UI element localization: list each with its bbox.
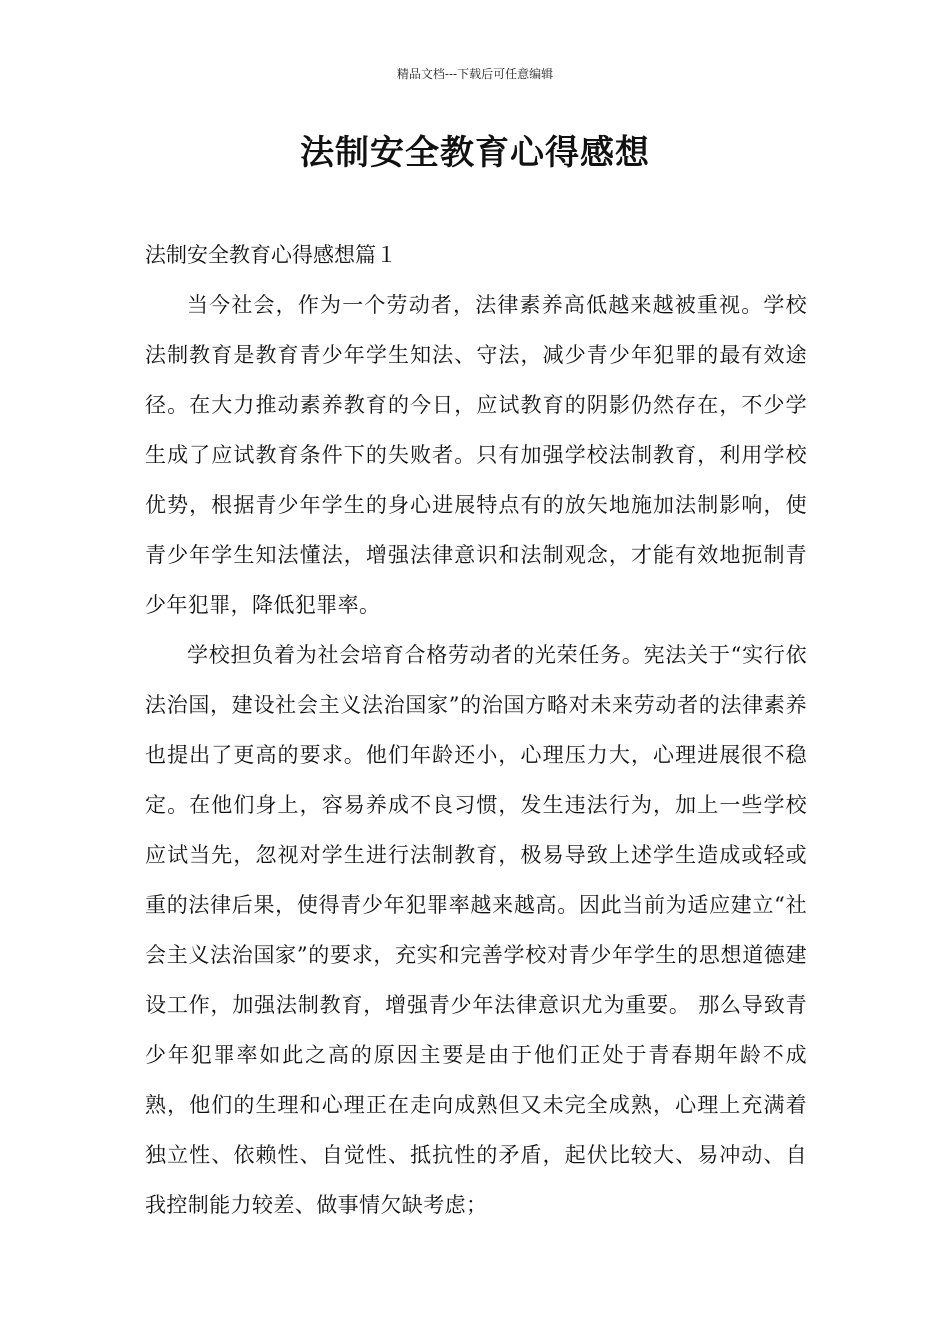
document-title: 法制安全教育心得感想 [300,133,650,173]
paragraph-1: 当今社会，作为一个劳动者，法律素养高低越来越被重视。学校法制教育是教育青少年学生知法、守法，减少青少年犯罪的最有效途径。在大力推动素养教育的今日，应试教育的阴影仍然存在，不少学生成了应试教育条件下的失败者。只有加强学校法制教育，利用学校优势，根据青少年学生的身心进展特点有的放矢地施加法制影响，使青少年学生知法懂法，增强法律意识和法制观念，才能有效地扼制青少年犯罪，降低犯罪率。 [145,293,807,617]
section-heading: 法制安全教育心得感想篇１ [145,243,397,267]
paragraph-2: 学校担负着为社会培育合格劳动者的光荣任务。宪法关于“实行依法治国，建设社会主义法治国家”的治国方略对未来劳动者的法律素养也提出了更高的要求。他们年龄还小，心理压力大，心理进展很不稳定。在他们身上，容易养成不良习惯，发生违法行为，加上一些学校应试当先，忽视对学生进行法制教育，极易导致上述学生造成或轻或重的法律后果，使得青少年犯罪率越来越高。因此当前为适应建立“社会主义法治国家”的要求，充实和完善学校对青少年学生的思想道德建设工作，加强法制教育，增强青少年法律意识尤为重要。 那么导致青少年犯罪率如此之高的原因主要是由于他们正处于青春期年龄不成熟，他们的生理和心理正在走向成熟但又未完全成熟，心理上充满着独立性、依赖性、自觉性、抵抗性的矛盾，起伏比较大、易冲动、自我控制能力较差、做事情欠缺考虑； [145,643,807,1217]
document-body [145,230,807,1230]
page-header-note: 精品文档---下载后可任意编辑 [396,67,554,81]
